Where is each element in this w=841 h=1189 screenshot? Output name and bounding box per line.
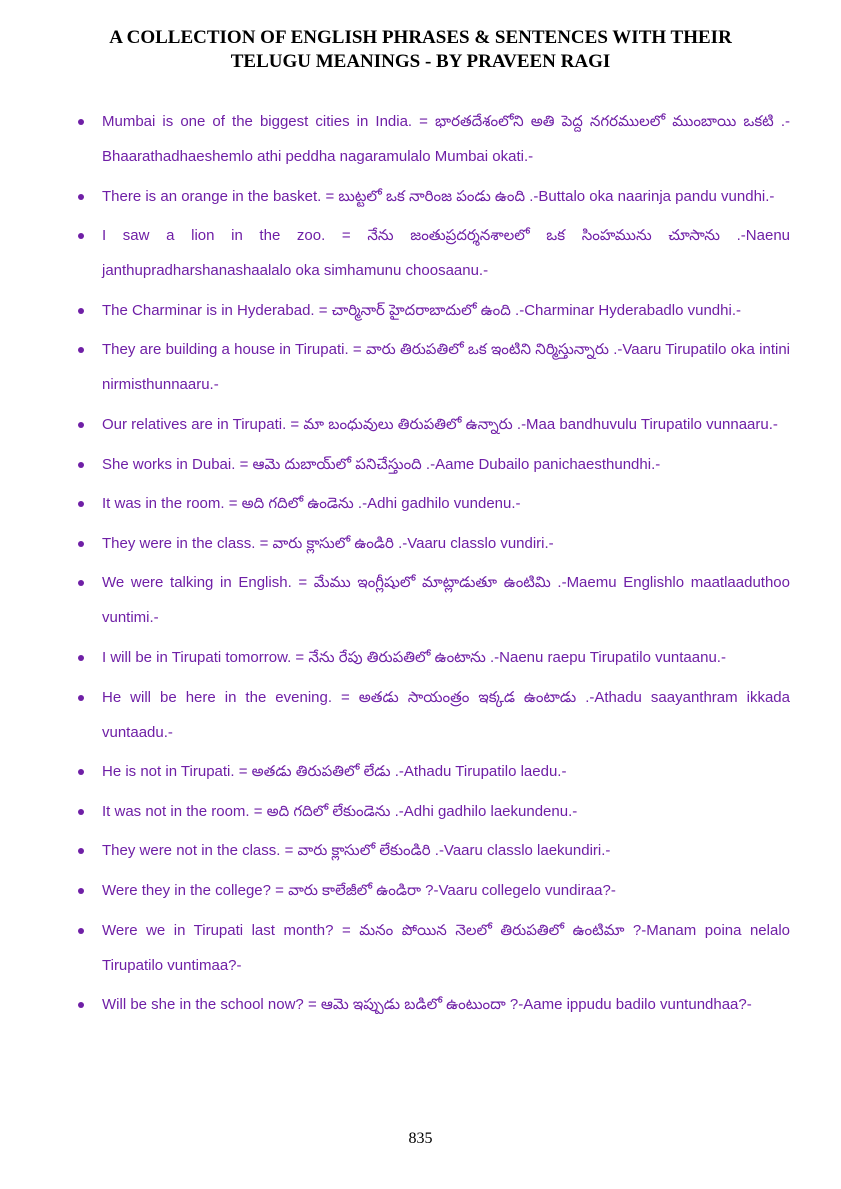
list-item-text: Were we in Tirupati last month? = మనం పోయిన నెలలో తిరుపతిలో ఉంటిమా ?-Manam poina nelalo Tirupatilo vuntimaa?- bbox=[102, 921, 790, 974]
list-item-text: He will be here in the evening. = అతడు సాయంత్రం ఇక్కడ ఉంటాడు .-Athadu saayanthram ikkada vuntaadu.- bbox=[102, 688, 790, 741]
list-item bbox=[0, 565, 841, 635]
list-item bbox=[0, 913, 841, 983]
list-item bbox=[0, 179, 841, 214]
list-item-text: It was not in the room. = అది గదిలో లేకుండెను .-Adhi gadhilo laekundenu.- bbox=[102, 802, 578, 820]
list-item bbox=[0, 486, 841, 521]
list-item-text: She works in Dubai. = ఆమె దుబాయ్‌లో పనిచేస్తుంది .-Aame Dubailo panichaesthundhi.- bbox=[102, 455, 661, 473]
list-item bbox=[0, 833, 841, 868]
bullet-icon bbox=[78, 308, 84, 314]
page-number: 835 bbox=[408, 1130, 433, 1147]
list-item-text: Our relatives are in Tirupati. = మా బంధువులు తిరుపతిలో ఉన్నారు .-Maa bandhuvulu Tirupatilo vunnaaru.- bbox=[102, 415, 778, 433]
bullet-icon bbox=[78, 928, 84, 934]
list-item bbox=[0, 526, 841, 561]
bullet-icon bbox=[78, 462, 84, 468]
page-title bbox=[40, 26, 801, 74]
bullet-icon bbox=[78, 501, 84, 507]
list-item-text: They were not in the class. = వారు క్లాసులో లేకుండిరి .-Vaaru classlo laekundiri.- bbox=[102, 842, 611, 860]
list-item bbox=[0, 794, 841, 829]
list-item bbox=[0, 447, 841, 482]
list-item-text: The Charminar is in Hyderabad. = చార్మినార్ హైదరాబాదులో ఉంది .-Charminar Hyderabadlo vundhi.- bbox=[102, 301, 741, 319]
bullet-icon bbox=[78, 848, 84, 854]
list-item-text: I saw a lion in the zoo. = నేను జంతుప్రదర్శనశాలలో ఒక సింహమును చూసాను .-Naenu janthupradharshanashaalalo oka simhamunu choosaanu.- bbox=[102, 227, 790, 280]
bullet-icon bbox=[78, 233, 84, 239]
bullet-icon bbox=[78, 809, 84, 815]
list-item bbox=[0, 218, 841, 288]
list-item bbox=[0, 680, 841, 750]
list-item-text: Will be she in the school now? = ఆమె ఇప్పుడు బడిలో ఉంటుందా ?-Aame ippudu badilo vuntundhaa?- bbox=[102, 996, 752, 1014]
list-item bbox=[0, 293, 841, 328]
phrase-list bbox=[0, 104, 841, 1027]
bullet-icon bbox=[78, 541, 84, 547]
list-item bbox=[0, 987, 841, 1022]
list-item bbox=[0, 754, 841, 789]
list-item bbox=[0, 332, 841, 402]
list-item bbox=[0, 640, 841, 675]
bullet-icon bbox=[78, 888, 84, 894]
list-item-text: He is not in Tirupati. = అతడు తిరుపతిలో లేడు .-Athadu Tirupatilo laedu.- bbox=[102, 763, 567, 781]
list-item bbox=[0, 104, 841, 174]
list-item-text: We were talking in English. = మేము ఇంగ్లీషులో మాట్లాడుతూ ఉంటిమి .-Maemu Englishlo maatlaaduthoo vuntimi.- bbox=[102, 574, 790, 627]
bullet-icon bbox=[78, 769, 84, 775]
bullet-icon bbox=[78, 655, 84, 661]
list-item bbox=[0, 407, 841, 442]
page-title-line-1: A COLLECTION OF ENGLISH PHRASES & SENTENCES WITH THEIR bbox=[109, 27, 732, 48]
list-item-text: I will be in Tirupati tomorrow. = నేను రేపు తిరుపతిలో ఉంటాను .-Naenu raepu Tirupatilo vuntaanu.- bbox=[102, 648, 726, 666]
list-item-text: Mumbai is one of the biggest cities in India. = భారతదేశంలోని అతి పెద్ద నగరములలో ముంబాయి ఒకటి .-Bhaarathadhaeshemlo athi peddha nagaramulalo Mumbai okati.- bbox=[102, 113, 790, 165]
list-item-text: It was in the room. = అది గదిలో ఉండెను .-Adhi gadhilo vundenu.- bbox=[102, 495, 521, 513]
bullet-icon bbox=[78, 119, 84, 125]
list-item bbox=[0, 873, 841, 908]
list-item-text: There is an orange in the basket. = బుట్టలో ఒక నారింజ పండు ఉంది .-Buttalo oka naarinja pandu vundhi.- bbox=[102, 187, 775, 205]
bullet-icon bbox=[78, 194, 84, 200]
list-item-text: Were they in the college? = వారు కాలేజీలో ఉండిరా ?-Vaaru collegelo vundiraa?- bbox=[102, 881, 616, 899]
bullet-icon bbox=[78, 695, 84, 701]
bullet-icon bbox=[78, 347, 84, 353]
list-item-text: They were in the class. = వారు క్లాసులో ఉండిరి .-Vaaru classlo vundiri.- bbox=[102, 534, 554, 552]
bullet-icon bbox=[78, 1002, 84, 1008]
bullet-icon bbox=[78, 422, 84, 428]
list-item-text: They are building a house in Tirupati. = వారు తిరుపతిలో ఒక ఇంటిని నిర్మిస్తున్నారు .-Vaaru Tirupatilo oka intini nirmisthunnaaru.- bbox=[102, 341, 790, 394]
page-title-line-2: TELUGU MEANINGS - BY PRAVEEN RAGI bbox=[230, 51, 611, 72]
bullet-icon bbox=[78, 580, 84, 586]
